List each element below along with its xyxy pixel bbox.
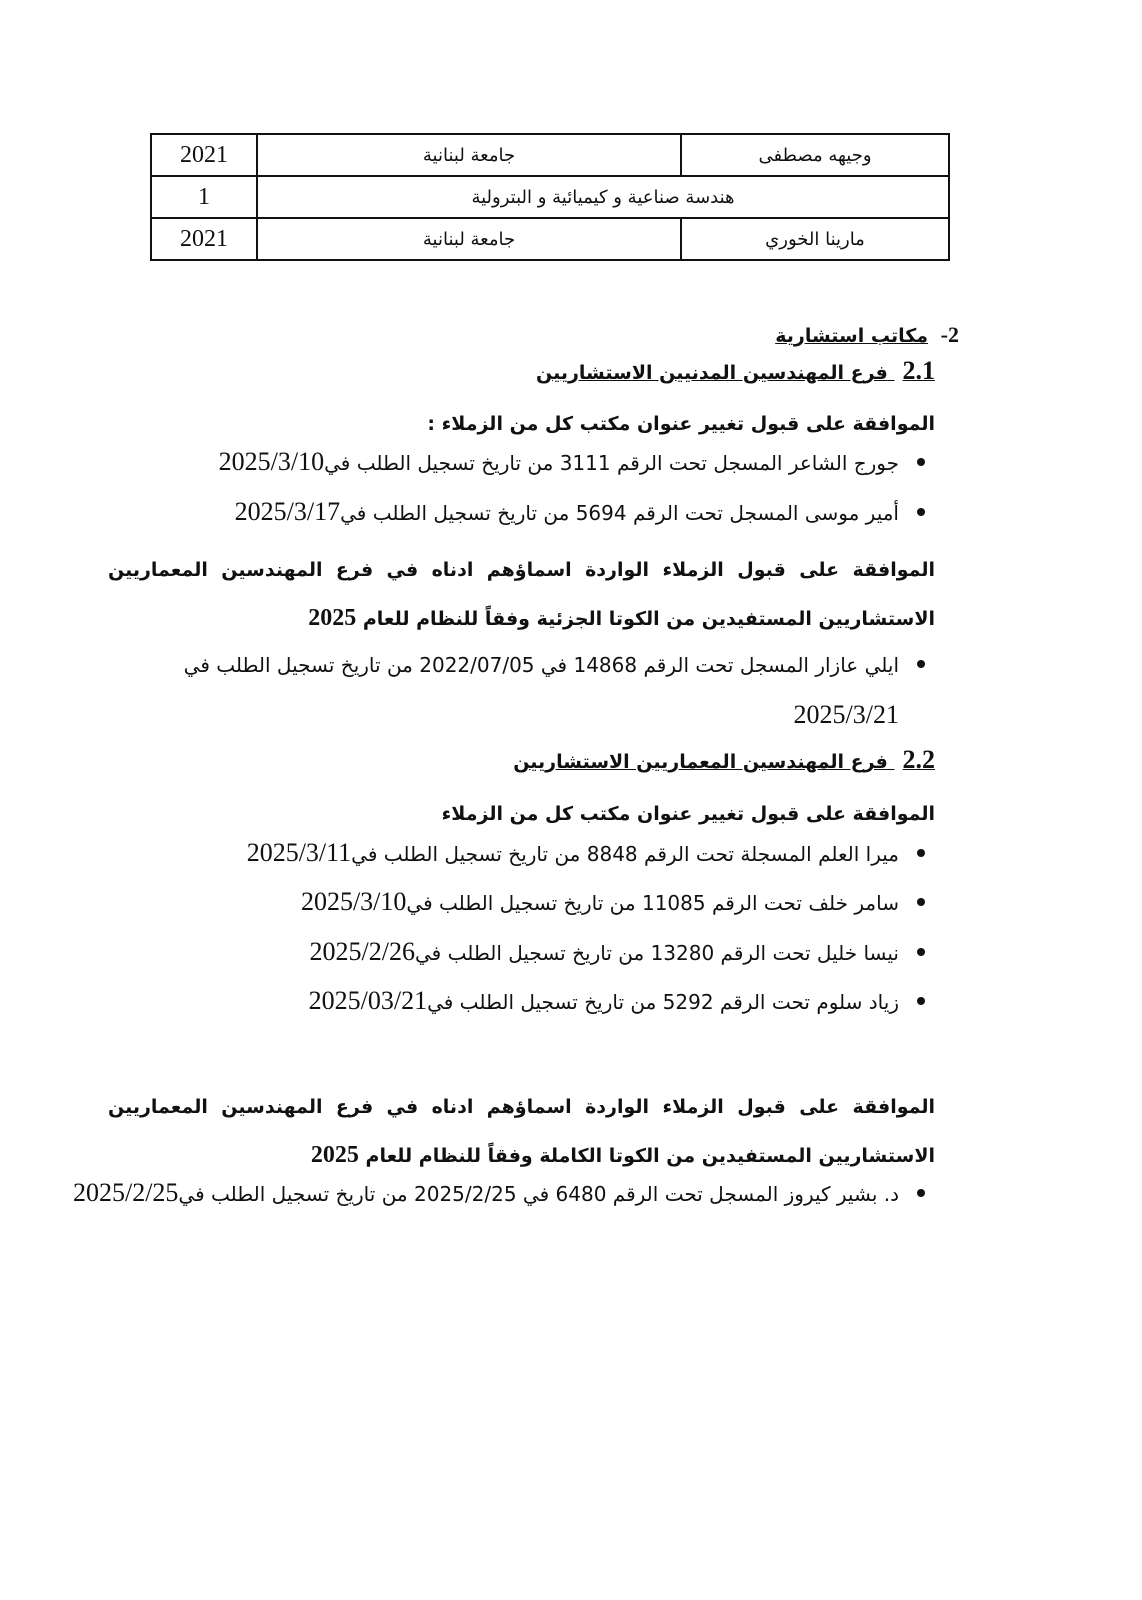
graduates-table bbox=[150, 133, 950, 261]
list-item-date: 2025/2/25 bbox=[72, 1178, 179, 1207]
bullet-icon bbox=[917, 948, 925, 956]
bullet-icon bbox=[917, 1189, 925, 1197]
list-item-text: ميرا العلم المسجلة تحت الرقم 8848 من تاريخ تسجيل الطلب في bbox=[351, 842, 899, 866]
table-cell-name: وجيهه مصطفى bbox=[681, 134, 949, 176]
table-cell-university: جامعة لبنانية bbox=[257, 218, 681, 260]
list-item-text: سامر خلف تحت الرقم 11085 من تاريخ تسجيل الطلب في bbox=[406, 891, 899, 915]
table-cell-year: 2021 bbox=[151, 134, 257, 176]
subsection-number: 2.1 bbox=[902, 356, 935, 385]
table-cell-specialty: هندسة صناعية و كيميائية و البترولية bbox=[257, 176, 949, 218]
list-item-date: 2025/3/10 bbox=[300, 887, 407, 916]
paragraph bbox=[108, 1083, 935, 1180]
section-heading bbox=[775, 322, 959, 348]
section-title: مكاتب استشارية bbox=[775, 325, 929, 347]
list-item-text: ايلي عازار المسجل تحت الرقم 14868 في 2022/07/05 من تاريخ تسجيل الطلب في bbox=[183, 653, 899, 677]
table-row bbox=[151, 134, 949, 176]
table-row bbox=[151, 176, 949, 218]
list-item bbox=[219, 447, 935, 477]
table-row bbox=[151, 218, 949, 260]
list-item-text: د. بشير كيروز المسجل تحت الرقم 6480 في 2025/2/25 من تاريخ تسجيل الطلب في bbox=[178, 1182, 899, 1206]
list-item bbox=[309, 986, 935, 1016]
list-item-text: أمير موسى المسجل تحت الرقم 5694 من تاريخ تسجيل الطلب في bbox=[340, 501, 899, 525]
list-item bbox=[301, 887, 935, 917]
paragraph bbox=[108, 546, 935, 643]
subsection-title: فرع المهندسين المدنيين الاستشاريين bbox=[535, 362, 888, 384]
list-item-date: 2025/3/21 bbox=[793, 700, 899, 729]
table-cell-university: جامعة لبنانية bbox=[257, 134, 681, 176]
table-cell-name: مارينا الخوري bbox=[681, 218, 949, 260]
list-item bbox=[310, 937, 935, 967]
table-cell-count: 1 bbox=[151, 176, 257, 218]
bullet-icon bbox=[917, 849, 925, 857]
subsection-heading-2-1 bbox=[536, 356, 935, 386]
list-item-text: زياد سلوم تحت الرقم 5292 من تاريخ تسجيل الطلب في bbox=[427, 990, 899, 1014]
subsection-number: 2.2 bbox=[902, 745, 935, 774]
list-item-text: جورج الشاعر المسجل تحت الرقم 3111 من تاريخ تسجيل الطلب في bbox=[324, 451, 899, 475]
list-item-date: 2025/3/11 bbox=[246, 838, 352, 867]
section-number: 2- bbox=[940, 322, 959, 347]
paragraph-text: الموافقة على قبول الزملاء الواردة اسماؤهم ادناه في فرع المهندسين المعماريين الاستشاريين المستفيدين من الكوتا الكاملة وفقاً للنظام للعام bbox=[108, 1096, 935, 1167]
bullet-icon bbox=[917, 660, 925, 668]
list-item-date: 2025/2/26 bbox=[309, 937, 415, 966]
list-item-text: نيسا خليل تحت الرقم 13280 من تاريخ تسجيل الطلب في bbox=[414, 941, 899, 965]
list-item bbox=[73, 1178, 935, 1208]
table-cell-year: 2021 bbox=[151, 218, 257, 260]
bullet-icon bbox=[917, 997, 925, 1005]
list-item-date: 2025/3/10 bbox=[218, 447, 325, 476]
list-item-date: 2025/03/21 bbox=[308, 986, 428, 1015]
paragraph: الموافقة على قبول تغيير عنوان مكتب كل من الزملاء : bbox=[427, 413, 935, 435]
list-item bbox=[247, 838, 935, 868]
paragraph-year: 2025 bbox=[310, 1142, 359, 1168]
subsection-title: فرع المهندسين المعماريين الاستشاريين bbox=[513, 751, 888, 773]
list-item-date: 2025/3/17 bbox=[234, 497, 341, 526]
bullet-icon bbox=[917, 508, 925, 516]
paragraph: الموافقة على قبول تغيير عنوان مكتب كل من الزملاء bbox=[441, 803, 935, 825]
list-item bbox=[108, 640, 935, 740]
paragraph-text: الموافقة على قبول الزملاء الواردة اسماؤهم ادناه في فرع المهندسين المعماريين الاستشاريين المستفيدين من الكوتا الجزئية وفقاً للنظام للعام bbox=[108, 559, 935, 630]
bullet-icon bbox=[917, 458, 925, 466]
paragraph-year: 2025 bbox=[308, 605, 357, 631]
bullet-icon bbox=[917, 898, 925, 906]
list-item bbox=[235, 497, 935, 527]
subsection-heading-2-2 bbox=[513, 745, 935, 775]
